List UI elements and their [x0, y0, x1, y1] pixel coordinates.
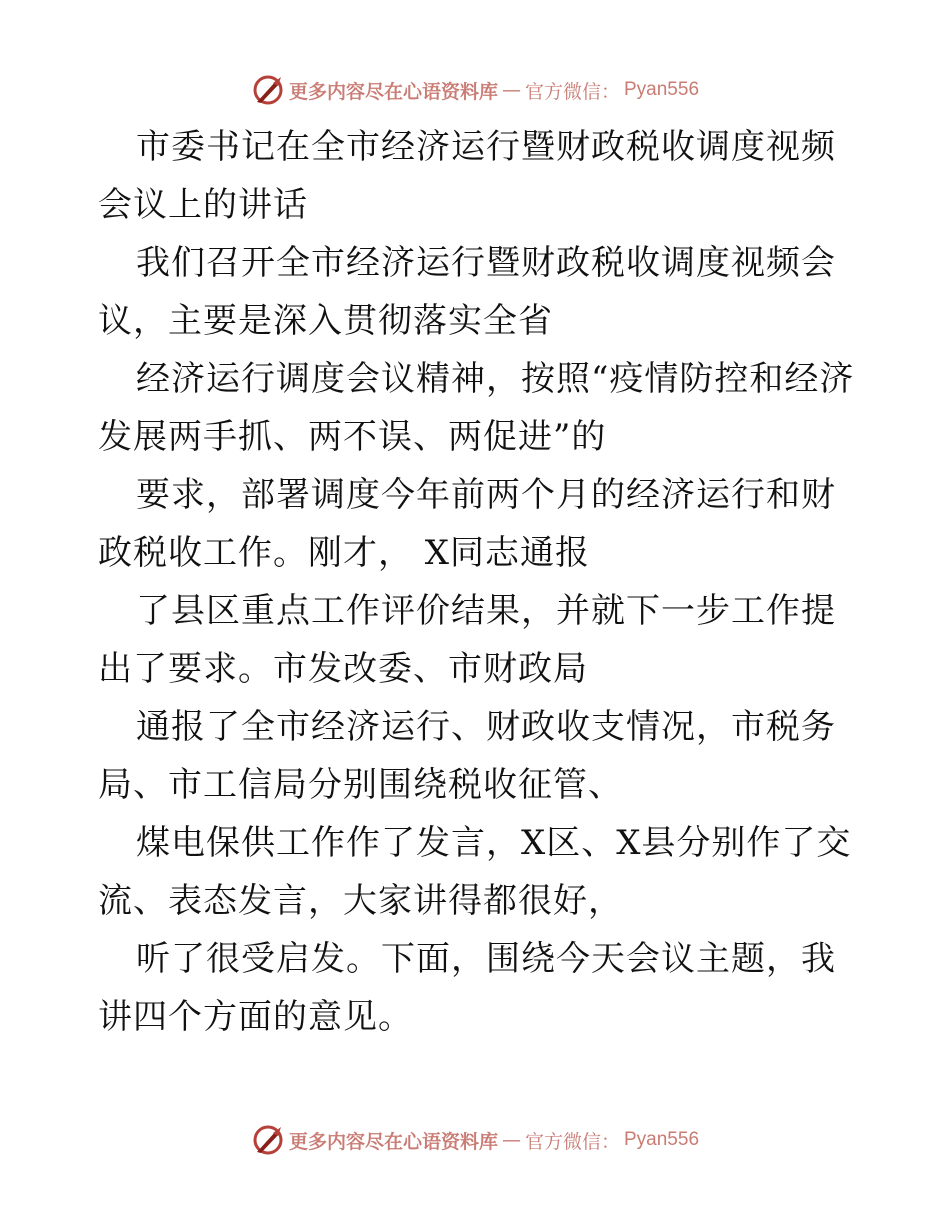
watermark-dash: — — [501, 79, 521, 101]
paragraph: 经济运行调度会议精神，按照“疫情防控和经济发展两手抓、两不误、两促进”的 — [98, 359, 855, 457]
watermark-dash: — — [501, 1129, 521, 1151]
document-title: 市委书记在全市经济运行暨财政税收调度视频会议上的讲话 — [98, 127, 836, 225]
footer-watermark — [0, 1120, 950, 1160]
quill-circle-icon — [251, 73, 285, 107]
paragraph: 了县区重点工作评价结果，并就下一步工作提出了要求。市发改委、市财政局 — [98, 591, 836, 689]
watermark-wechat-id: Pyan556 — [624, 1129, 700, 1150]
paragraph: 要求，部署调度今年前两个月的经济运行和财政税收工作。刚才， X同志通报 — [98, 475, 836, 573]
quill-circle-icon — [251, 1123, 285, 1157]
watermark-wechat-id: Pyan556 — [624, 79, 700, 100]
watermark-brand-text: 更多内容尽在心语资料库 — [288, 1130, 498, 1153]
paragraph: 听了很受启发。下面，围绕今天会议主题，我讲四个方面的意见。 — [98, 939, 836, 1037]
watermark-wechat-label: 官方微信： — [524, 1130, 620, 1153]
watermark-wechat-label: 官方微信： — [524, 80, 620, 103]
paragraph: 我们召开全市经济运行暨财政税收调度视频会议，主要是深入贯彻落实全省 — [98, 243, 836, 341]
paragraph: 煤电保供工作作了发言，X区、X县分别作了交流、表态发言，大家讲得都很好， — [98, 823, 852, 921]
watermark-brand-text: 更多内容尽在心语资料库 — [288, 80, 498, 103]
document-body — [98, 118, 858, 1046]
paragraph: 通报了全市经济运行、财政收支情况，市税务局、市工信局分别围绕税收征管、 — [98, 707, 836, 805]
header-watermark — [0, 70, 950, 110]
